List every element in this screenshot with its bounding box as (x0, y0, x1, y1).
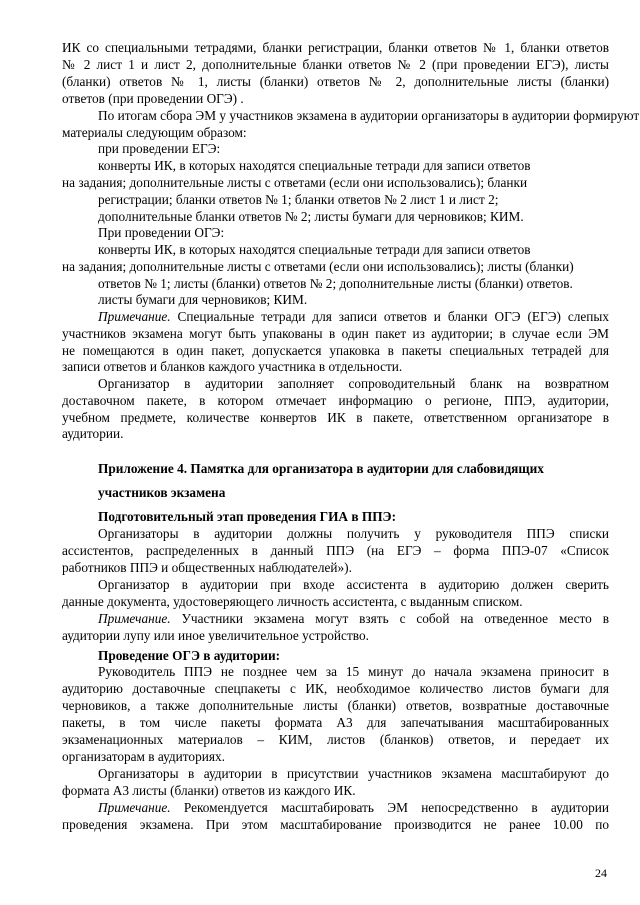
line-text: Руководитель ППЭ не позднее чем за 15 минут до начала экзамена приносит в (98, 664, 609, 679)
text-line (98, 526, 609, 542)
line-text: № 2 лист 1 и лист 2, дополнительные бланки ответов № 2 (при проведении ЕГЭ), листы (62, 57, 609, 72)
line-text: Организатор в аудитории при входе ассистента в аудиторию должен сверить (98, 577, 609, 592)
line-text: организаторам в аудиториях. (62, 749, 225, 764)
section-heading-line (98, 509, 498, 525)
line-text: работников ППЭ и общественных наблюдателей»). (62, 560, 352, 575)
line-text: Организаторы в аудитории в присутствии участников экзамена масштабируют до (98, 766, 609, 781)
line-text: ответов № 1; листы (бланки) ответов № 2; дополнительные листы (бланки) ответов. (98, 276, 573, 291)
text-line (98, 292, 398, 308)
line-text: черновиков, а также дополнительные листы (бланки) ответов, возвратные доставочные (62, 698, 609, 713)
text-line (62, 698, 609, 714)
line-text: участников экзамена (98, 485, 226, 500)
line-text: ассистентов, распределенных в данный ППЭ (на ЕГЭ – форма ППЭ-07 «Список (62, 543, 609, 558)
line-text: При проведении ОГЭ: (98, 225, 225, 240)
text-line (62, 594, 609, 610)
line-text: дополнительные бланки ответов № 2; листы бумаги для черновиков; КИМ. (98, 209, 524, 224)
line-text: формата А3 листы (бланки) ответов из каждого ИК. (62, 783, 356, 798)
line-text: записи ответов и бланков каждого участника в отдельности. (62, 359, 403, 374)
line-text: на задания; дополнительные листы с ответами (если они использовались); бланки (62, 175, 528, 190)
text-line (98, 800, 609, 816)
line-text: проведения экзамена. При этом масштабирование производится не ранее 10.00 по (62, 817, 609, 832)
section-heading-line (98, 461, 598, 477)
text-line (62, 259, 609, 275)
note-label: Примечание. (98, 800, 171, 815)
line-text: материалы следующим образом: (62, 125, 247, 140)
line-text: учебном предмете, количестве конвертов ИК в пакете, ответственном организаторе в (62, 410, 609, 425)
text-line (98, 209, 578, 225)
line-text: аудитории лупу или иное увеличительное устройство. (62, 628, 369, 643)
line-text: Специальные тетради для записи ответов и бланки ОГЭ (ЕГЭ) слепых (170, 309, 609, 324)
section-heading-line (98, 485, 398, 501)
line-text: ИК со специальными тетрадями, бланки регистрации, бланки ответов № 1, бланки ответов (62, 40, 609, 55)
text-line (62, 326, 609, 342)
line-text: не помещаются в один пакет, допускается упаковка в пакеты специальных тетрадей для (62, 343, 609, 358)
line-text: Участники экзамена могут взять с собой на отведенное место в (170, 611, 609, 626)
line-text: на задания; дополнительные листы с ответами (если они использовались); листы (бланки) (62, 259, 574, 274)
text-line (62, 715, 609, 731)
text-line (62, 628, 512, 644)
text-line (62, 732, 609, 748)
line-text: (бланки) ответов № 1, листы (бланки) ответов № 2, дополнительные листы (бланки) (62, 74, 609, 89)
text-line (62, 125, 362, 141)
text-line (62, 426, 262, 442)
text-line (62, 359, 512, 375)
text-line (98, 192, 578, 208)
line-text: Организатор в аудитории заполняет сопроводительный бланк на возвратном (98, 376, 609, 391)
line-text: участников экзамена могут быть упакованы в один пакет из аудитории; в случае если ЭМ (62, 326, 609, 341)
text-line (62, 817, 609, 833)
text-line (62, 393, 609, 409)
text-line (62, 343, 609, 359)
text-line (98, 309, 609, 325)
note-label: Примечание. (98, 309, 171, 324)
text-line (98, 225, 398, 241)
text-line (62, 74, 609, 90)
line-text: данные документа, удостоверяющего личность ассистента, с выданным списком. (62, 594, 523, 609)
line-text: конверты ИК, в которых находятся специальные тетради для записи ответов (98, 242, 531, 257)
line-text: аудитории. (62, 426, 124, 441)
text-line (62, 57, 609, 73)
text-line (98, 242, 578, 258)
line-text: листы бумаги для черновиков; КИМ. (98, 292, 308, 307)
text-line (62, 175, 609, 191)
text-line (98, 611, 609, 627)
line-text: Рекомендуется масштабировать ЭМ непосредственно в аудитории (170, 800, 609, 815)
text-line (98, 664, 609, 680)
text-line (62, 749, 362, 765)
text-line (98, 376, 609, 392)
line-text: Организаторы в аудитории должны получить у руководителя ППЭ списки (98, 526, 609, 541)
text-line (62, 543, 609, 559)
text-line (98, 108, 640, 124)
text-line (98, 276, 609, 292)
line-text: Проведение ОГЭ в аудитории: (98, 648, 281, 663)
line-text: доставочном пакете, в котором отмечает информацию о регионе, ППЭ, аудитории, (62, 393, 609, 408)
line-text: Подготовительный этап проведения ГИА в ППЭ: (98, 509, 396, 524)
line-text: Приложение 4. Памятка для организатора в аудитории для слабовидящих (98, 461, 544, 476)
text-line (62, 783, 512, 799)
text-line (62, 40, 609, 56)
text-line (62, 681, 609, 697)
section-heading-line (98, 648, 498, 664)
page-number: 24 (595, 866, 607, 880)
line-text: конверты ИК, в которых находятся специальные тетради для записи ответов (98, 158, 531, 173)
text-line (98, 766, 609, 782)
line-text: регистрации; бланки ответов № 1; бланки ответов № 2 лист 1 и лист 2; (98, 192, 499, 207)
line-text: ответов (при проведении ОГЭ) . (62, 91, 244, 106)
line-text: пакеты, в том числе пакеты формата А3 для запечатывания масштабированных (62, 715, 609, 730)
line-text: По итогам сбора ЭМ у участников экзамена в аудитории организаторы в аудитории формируют (98, 108, 640, 123)
line-text: экзаменационных материалов – КИМ, листов (бланков) ответов, и передает их (62, 732, 609, 747)
line-text: аудиторию доставочные спецпакеты с ИК, необходимое количество листов бумаги для (62, 681, 609, 696)
text-line (62, 91, 342, 107)
line-text: при проведении ЕГЭ: (98, 141, 221, 156)
text-line (98, 577, 609, 593)
text-line (62, 560, 512, 576)
text-line (98, 141, 398, 157)
note-label: Примечание. (98, 611, 171, 626)
text-line (62, 410, 609, 426)
text-line (98, 158, 578, 174)
